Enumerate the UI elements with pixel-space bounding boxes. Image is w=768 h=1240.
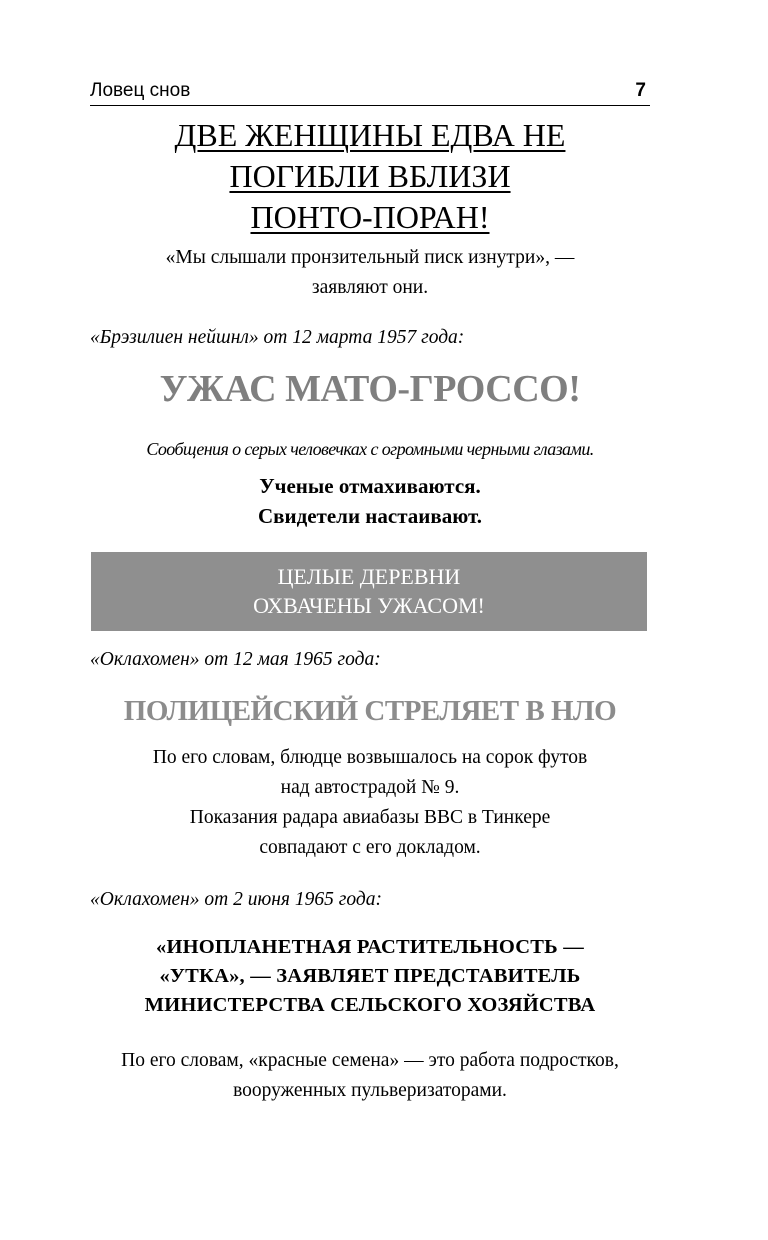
headline-line: МИНИСТЕРСТВА СЕЛЬСКОГО ХОЗЯЙСТВА (144, 994, 596, 1016)
banner-villages-terror (91, 552, 647, 631)
body-saucer (90, 743, 650, 863)
quote-screech (90, 243, 650, 303)
body-line: над автострадой № 9. (280, 777, 460, 798)
headline-line: «УТКА», — ЗАЯВЛЯЕТ ПРЕДСТАВИТЕЛЬ (159, 965, 581, 987)
headline-two-women (90, 115, 650, 238)
quote-line: заявляют они. (311, 277, 429, 298)
source-oklahoman-june: «Оклахомен» от 2 июня 1965 года: (90, 889, 382, 910)
running-head (90, 80, 650, 106)
banner-line: ЦЕЛЫЕ ДЕРЕВНИ (277, 564, 461, 589)
page-number: 7 (635, 80, 646, 101)
headline-policeman-ufo: ПОЛИЦЕЙСКИЙ СТРЕЛЯЕТ В НЛО (123, 695, 617, 727)
source-oklahoman-may: «Оклахомен» от 12 мая 1965 года: (90, 649, 381, 670)
body-line: Показания радара авиабазы ВВС в Тинкере (189, 807, 551, 828)
headline-line: «ИНОПЛАНЕТНАЯ РАСТИТЕЛЬНОСТЬ — (156, 936, 584, 958)
headline-alien-vegetation (90, 933, 650, 1020)
quote-line: «Мы слышали пронзительный писк изнутри», — (165, 247, 575, 268)
headline-mato-grosso: УЖАС МАТО-ГРОССО! (159, 368, 581, 410)
body-line: вооруженных пульверизаторами. (233, 1080, 507, 1101)
book-title: Ловец снов (90, 80, 191, 101)
source-brazilian-national: «Брэзилиен нейшнл» от 12 марта 1957 года: (90, 327, 465, 348)
body-line: По его словам, блюдце возвышалось на сорок футов (152, 747, 588, 768)
bold-line: Ученые отмахиваются. (259, 474, 481, 498)
scientists-witnesses (90, 471, 650, 531)
subline-grey-men: Сообщения о серых человечках с огромными черными глазами. (146, 439, 594, 459)
body-red-seeds (90, 1046, 650, 1106)
bold-line: Свидетели настаивают. (257, 504, 482, 528)
book-page (90, 80, 650, 1106)
headline-line: ДВЕ ЖЕНЩИНЫ ЕДВА НЕ (174, 117, 566, 153)
headline-line: ПОНТО-ПОРАН! (250, 199, 490, 235)
body-line: совпадают с его докладом. (259, 837, 481, 858)
body-line: По его словам, «красные семена» — это работа подростков, (121, 1050, 619, 1071)
headline-line: ПОГИБЛИ ВБЛИЗИ (229, 158, 511, 194)
banner-line: ОХВАЧЕНЫ УЖАСОМ! (253, 593, 485, 618)
